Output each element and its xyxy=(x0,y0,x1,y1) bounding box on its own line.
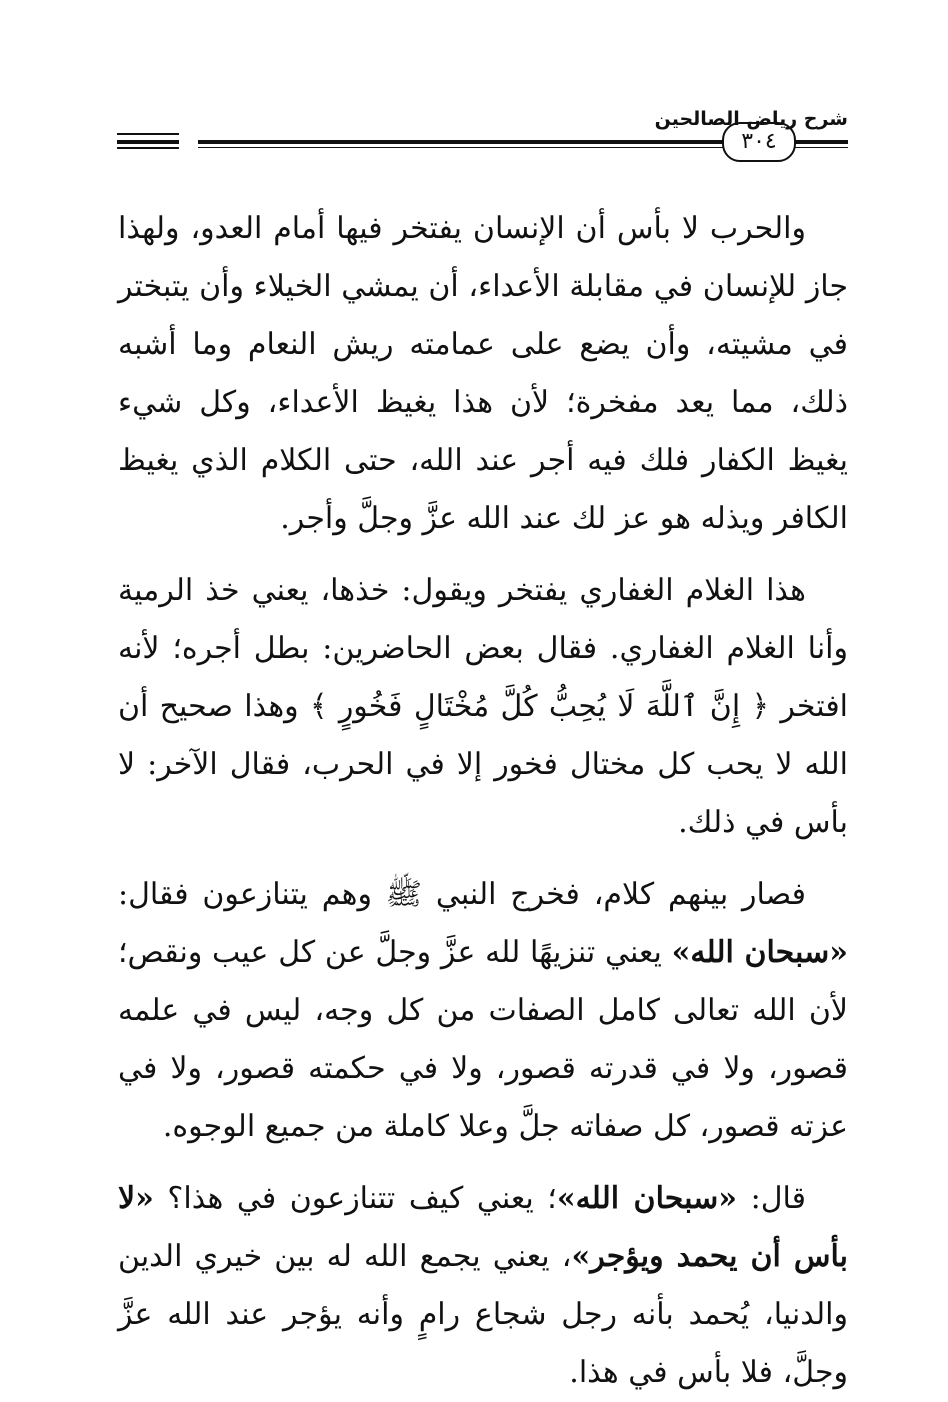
page-number: ٣٠٤ xyxy=(722,122,796,162)
paragraph-2 xyxy=(118,562,848,852)
hadith-quote-la-bas: «لا بأس أن يحمد ويؤجر» xyxy=(118,1181,848,1274)
hadith-quote-subhanallah-2: «سبحان الله» xyxy=(556,1181,738,1216)
paragraph-3 xyxy=(118,866,848,1156)
paragraph-1-text: والحرب لا بأس أن الإنسان يفتخر فيها أمام العدو، ولهذا جاز للإنسان في مقابلة الأعداء، أن يمشي الخيلاء وأن يتبختر في مشيته، وأن يضع على عمامته ريش النعام وما أشبه ذلك، مما يعد مفخرة؛ لأن هذا يغيظ الأعداء، وكل شيء يغيظ الكفار فلك فيه أجر عند الله، حتى الكلام الذي يغيظ الكافر ويذله هو عز لك عند الله عزَّ وجلَّ وأجر. xyxy=(118,211,848,536)
header-rule-left-bottom xyxy=(117,147,179,149)
paragraph-3-text-b: يعني تنزيهًا لله عزَّ وجلَّ عن كل عيب ونقص؛ لأن الله تعالى كامل الصفات من كل وجه، ليس في علمه قصور، ولا في قدرته قصور، ولا في حكمته قصور، ولا في عزته قصور، كل صفاته جلَّ وعلا كاملة من جميع الوجوه. xyxy=(118,935,848,1144)
paragraph-4-text-c: ، يعني يجمع الله له بين خيري الدين والدنيا، يُحمد بأنه رجل شجاع رامٍ وأنه يؤجر عند الله عزَّ وجلَّ، فلا بأس في هذا. xyxy=(118,1239,848,1390)
header-rule-left-top xyxy=(117,133,179,135)
quran-verse: ﴿ إِنَّ ٱللَّهَ لَا يُحِبُّ كُلَّ مُخْتَالٍ فَخُورٍ ﴾ xyxy=(309,689,770,724)
header-rule-left-middle xyxy=(117,140,179,144)
hadith-quote-subhanallah: «سبحان الله» xyxy=(671,935,848,970)
page-body xyxy=(118,200,848,1402)
paragraph-1 xyxy=(118,200,848,548)
paragraph-2-text-a: هذا الغلام الغفاري يفتخر ويقول: خذها، يعني خذ الرمية وأنا الغلام الغفاري. فقال بعض الحاضرين: بطل أجره؛ لأنه افتخر xyxy=(118,573,848,724)
paragraph-3-text-a: فصار بينهم كلام، فخرج النبي ﷺ وهم يتنازعون فقال: xyxy=(118,877,806,912)
paragraph-4-text-b: ؛ يعني كيف تتنازعون في هذا؟ xyxy=(153,1181,557,1216)
page-header xyxy=(118,100,848,170)
paragraph-2-text-b: وهذا صحيح أن الله لا يحب كل مختال فخور إلا في الحرب، فقال الآخر: لا بأس في ذلك. xyxy=(118,689,848,840)
paragraph-4 xyxy=(118,1170,848,1402)
book-title: شرح رياض الصالحين xyxy=(654,108,848,130)
paragraph-4-text-a: قال: xyxy=(737,1181,806,1216)
